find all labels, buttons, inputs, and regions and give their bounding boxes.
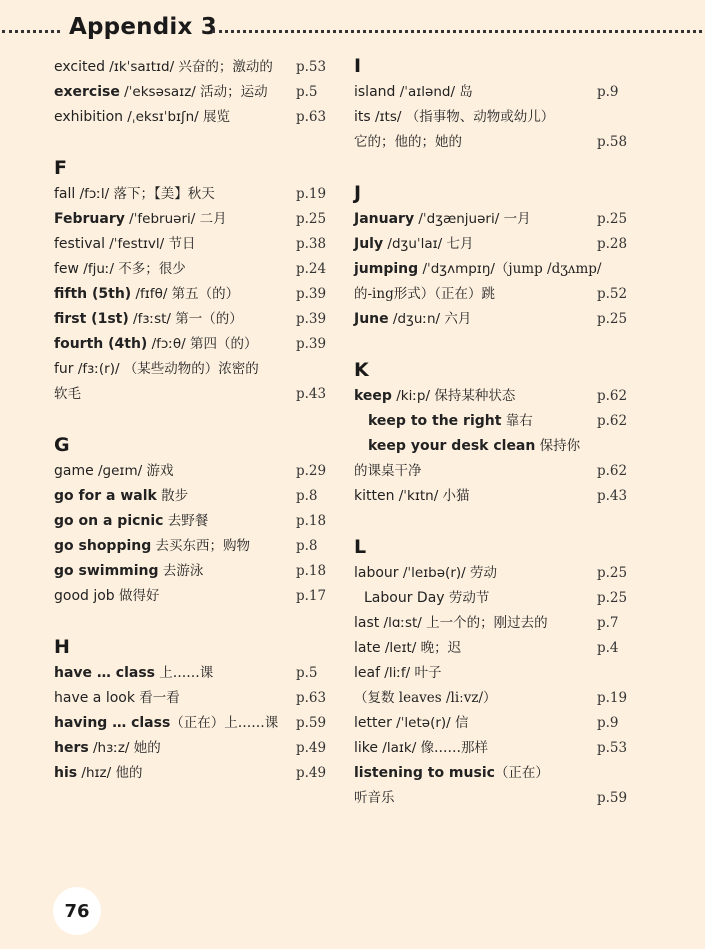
entry-text <box>354 80 597 105</box>
glossary-entry <box>54 232 326 257</box>
entry-meaning: 兴奋的；激动的 <box>174 59 273 75</box>
section-j <box>354 182 627 332</box>
entry-text <box>54 332 296 357</box>
glossary-entry <box>354 686 627 711</box>
entry-pronunciation: /ɪkˈsaɪtɪd/ <box>104 59 175 75</box>
entry-page-ref: p.39 <box>296 336 327 352</box>
entry-word: go shopping <box>54 538 152 554</box>
entry-text <box>54 736 296 761</box>
glossary-entry <box>54 711 326 736</box>
section-letter: J <box>354 182 362 204</box>
entry-meaning: （指事物、动物或幼儿） <box>401 109 555 125</box>
glossary-entry <box>54 509 326 534</box>
entry-page-ref: p.63 <box>296 690 327 706</box>
right-column <box>354 55 627 838</box>
glossary-entry <box>354 207 627 232</box>
glossary-entry <box>354 409 627 434</box>
entry-meaning: 六月 <box>440 311 472 327</box>
entry-meaning: 小猫 <box>438 488 470 504</box>
entry-text <box>354 130 597 155</box>
entry-page-ref: p.49 <box>296 740 327 756</box>
section-letter: L <box>354 536 367 558</box>
entry-text <box>354 786 597 811</box>
entry-meaning: 他的 <box>111 765 143 781</box>
entry-meaning: 散步 <box>156 488 189 504</box>
entry-text <box>354 736 597 761</box>
entry-text <box>54 207 296 232</box>
section-k <box>354 359 627 509</box>
section-e <box>54 55 326 130</box>
entry-pronunciation: /fɪfθ/ <box>131 286 168 302</box>
glossary-entry <box>354 384 627 409</box>
entry-page-ref: p.59 <box>597 790 628 806</box>
entry-text <box>354 636 597 661</box>
entry-meaning: 保持你 <box>535 438 581 454</box>
entry-word: festival <box>54 236 105 252</box>
entry-page-ref: p.43 <box>296 386 327 402</box>
entry-meaning: 第五（的） <box>167 286 240 302</box>
entry-word: good job <box>54 588 115 604</box>
entry-meaning: 信 <box>450 715 469 731</box>
entry-meaning: 靠右 <box>501 413 533 429</box>
entry-text <box>354 409 597 434</box>
glossary-entry <box>54 307 326 332</box>
entry-page-ref: p.28 <box>597 236 628 252</box>
entry-pronunciation: /fɜː(r)/ <box>73 361 120 377</box>
entry-text <box>354 459 597 484</box>
glossary-entry <box>54 736 326 761</box>
dotted-rule-left <box>2 30 60 33</box>
entry-text <box>354 384 597 409</box>
glossary-entry <box>354 434 627 459</box>
glossary-entry <box>354 307 627 332</box>
section-f <box>54 157 326 407</box>
entry-pronunciation: /dʒuːn/ <box>388 311 441 327</box>
entry-meaning: 做得好 <box>114 588 160 604</box>
entry-pronunciation: /ɡeɪm/ <box>93 463 143 479</box>
entry-text <box>54 484 296 509</box>
entry-page-ref: p.4 <box>597 640 619 656</box>
entry-pronunciation: /ˈfestɪvl/ <box>104 236 165 252</box>
entry-page-ref: p.29 <box>296 463 327 479</box>
entry-text <box>54 559 296 584</box>
entry-pronunciation: /ˈeksəsaɪz/ <box>119 84 196 100</box>
entry-meaning: 一月 <box>499 211 531 227</box>
entry-meaning: （jump /dʒʌmp/ <box>494 261 602 277</box>
entry-text <box>354 561 597 586</box>
entry-pronunciation: /ˈaɪlənd/ <box>395 84 455 100</box>
glossary-entry <box>354 232 627 257</box>
entry-text <box>354 711 597 736</box>
entry-word: exercise <box>54 84 120 100</box>
entry-text <box>54 686 296 711</box>
entry-meaning: 落下；【美】秋天 <box>109 186 215 202</box>
entry-meaning: 的课桌干净 <box>354 463 422 479</box>
entry-text <box>354 611 597 636</box>
entry-text <box>54 509 296 534</box>
entry-word: fourth (4th) <box>54 336 148 352</box>
entry-text <box>54 105 296 130</box>
entry-pronunciation: /ˈdʒʌmpɪŋ/ <box>418 261 495 277</box>
glossary-entry <box>54 761 326 786</box>
entry-page-ref: p.53 <box>597 740 628 756</box>
glossary-entry <box>354 611 627 636</box>
entry-word: excited <box>54 59 105 75</box>
entry-word: hers <box>54 740 89 756</box>
entry-pronunciation: /fɔːl/ <box>75 186 110 202</box>
entry-text <box>54 711 296 736</box>
entry-page-ref: p.25 <box>296 211 327 227</box>
entry-meaning: 七月 <box>442 236 474 252</box>
entry-pronunciation: /fjuː/ <box>79 261 114 277</box>
entry-meaning: 的-ing形式）（正在）跳 <box>354 286 495 302</box>
entry-text <box>354 282 597 307</box>
entry-word: exhibition <box>54 109 124 125</box>
entry-word: leaf <box>354 665 381 681</box>
entry-meaning: 节日 <box>164 236 196 252</box>
entry-page-ref: p.18 <box>296 513 327 529</box>
glossary-entry <box>54 382 326 407</box>
glossary-entry <box>54 105 326 130</box>
entry-page-ref: p.62 <box>597 413 628 429</box>
entry-meaning: 看一看 <box>134 690 180 706</box>
entry-meaning: 第一（的） <box>170 311 243 327</box>
glossary-entry <box>354 105 627 130</box>
entry-meaning: 叶子 <box>410 665 442 681</box>
section-letter: F <box>54 157 67 179</box>
section-letter: K <box>354 359 369 381</box>
section-l <box>354 536 627 811</box>
entry-page-ref: p.38 <box>296 236 327 252</box>
entry-page-ref: p.9 <box>597 715 619 731</box>
entry-page-ref: p.17 <box>296 588 327 604</box>
left-column <box>54 55 326 813</box>
entry-page-ref: p.53 <box>296 59 327 75</box>
entry-word: kitten <box>354 488 395 504</box>
entry-word: letter <box>354 715 392 731</box>
section-letter: G <box>54 434 70 456</box>
entry-text <box>354 307 597 332</box>
entry-meaning: 劳动 <box>465 565 497 581</box>
entry-meaning: 上……课 <box>155 665 214 681</box>
glossary-entry <box>354 661 627 686</box>
entry-text <box>354 232 597 257</box>
section-g <box>54 434 326 609</box>
entry-text <box>54 257 296 282</box>
entry-page-ref: p.52 <box>597 286 628 302</box>
section-h <box>54 636 326 786</box>
entry-pronunciation: /fɔːθ/ <box>147 336 186 352</box>
entry-text <box>54 307 296 332</box>
glossary-entry <box>354 257 627 282</box>
entry-meaning: 不多；很少 <box>114 261 186 277</box>
glossary-entry <box>54 357 326 382</box>
glossary-entry <box>354 80 627 105</box>
entry-text <box>54 382 296 407</box>
entry-pronunciation: /fɜːst/ <box>128 311 171 327</box>
entry-word: have a look <box>54 690 135 706</box>
entry-page-ref: p.5 <box>296 84 318 100</box>
entry-word: keep <box>354 388 392 404</box>
entry-page-ref: p.25 <box>597 311 628 327</box>
entry-pronunciation: /ɪts/ <box>370 109 402 125</box>
entry-meaning: 去买东西；购物 <box>151 538 251 554</box>
glossary-entry <box>54 459 326 484</box>
glossary-entry <box>354 282 627 307</box>
entry-text <box>54 182 296 207</box>
glossary-entry <box>54 80 326 105</box>
entry-text <box>354 661 597 686</box>
entry-word: June <box>354 311 389 327</box>
entry-page-ref: p.39 <box>296 286 327 302</box>
glossary-entry <box>354 636 627 661</box>
entry-pronunciation: /ˈleɪbə(r)/ <box>398 565 466 581</box>
entry-page-ref: p.25 <box>597 590 628 606</box>
entry-meaning: 像……那样 <box>416 740 489 756</box>
entry-page-ref: p.8 <box>296 488 318 504</box>
glossary-entry <box>54 559 326 584</box>
entry-page-ref: p.63 <box>296 109 327 125</box>
entry-word: February <box>54 211 125 227</box>
entry-text <box>354 105 597 130</box>
entry-meaning: 去游泳 <box>158 563 204 579</box>
entry-pronunciation: /ˌeksɪˈbɪʃn/ <box>123 109 199 125</box>
glossary-entry <box>354 736 627 761</box>
glossary-entry <box>54 661 326 686</box>
glossary-entry <box>354 786 627 811</box>
entry-text <box>54 661 296 686</box>
entry-text <box>354 257 601 282</box>
entry-text <box>54 459 296 484</box>
entry-meaning: （某些动物的）浓密的 <box>119 361 259 377</box>
entry-pronunciation: /laɪk/ <box>378 740 417 756</box>
entry-word: fifth (5th) <box>54 286 132 302</box>
dotted-rule-right <box>212 30 702 33</box>
entry-page-ref: p.7 <box>597 615 619 631</box>
entry-meaning: 劳动节 <box>444 590 490 606</box>
glossary-entry <box>54 207 326 232</box>
entry-pronunciation: /dʒuˈlaɪ/ <box>383 236 443 252</box>
entry-word: go for a walk <box>54 488 157 504</box>
entry-page-ref: p.8 <box>296 538 318 554</box>
glossary-entry <box>54 534 326 559</box>
entry-page-ref: p.43 <box>597 488 628 504</box>
entry-meaning: 展览 <box>198 109 230 125</box>
entry-word: July <box>354 236 384 252</box>
glossary-entry <box>354 761 627 786</box>
entry-pronunciation: /ˈkɪtn/ <box>394 488 439 504</box>
entry-text <box>54 282 296 307</box>
entry-pronunciation: /liːf/ <box>380 665 411 681</box>
glossary-entry <box>54 182 326 207</box>
entry-word: fall <box>54 186 76 202</box>
entry-text <box>54 534 296 559</box>
section-letter: I <box>354 55 362 77</box>
entry-meaning: 岛 <box>455 84 473 100</box>
glossary-entry <box>354 130 627 155</box>
entry-meaning: 保持某种状态 <box>430 388 516 404</box>
entry-page-ref: p.62 <box>597 463 628 479</box>
entry-word: listening to music <box>354 765 495 781</box>
entry-meaning: 她的 <box>129 740 161 756</box>
entry-pronunciation: /ˈfebruəri/ <box>124 211 196 227</box>
entry-text <box>354 686 597 711</box>
entry-word: his <box>54 765 78 781</box>
entry-word: few <box>54 261 79 277</box>
page-number: 76 <box>53 887 101 935</box>
glossary-entry <box>54 332 326 357</box>
glossary-entry <box>54 584 326 609</box>
glossary-entry <box>354 459 627 484</box>
entry-text <box>354 484 597 509</box>
entry-page-ref: p.9 <box>597 84 619 100</box>
entry-text <box>54 761 296 786</box>
entry-pronunciation: /lɑːst/ <box>379 615 422 631</box>
entry-page-ref: p.18 <box>296 563 327 579</box>
entry-word: Labour Day <box>364 590 445 606</box>
glossary-entry <box>354 711 627 736</box>
entry-page-ref: p.49 <box>296 765 327 781</box>
entry-meaning: 听音乐 <box>354 790 395 806</box>
entry-page-ref: p.24 <box>296 261 327 277</box>
entry-word: go swimming <box>54 563 159 579</box>
entry-pronunciation: /ˈletə(r)/ <box>391 715 451 731</box>
entry-meaning: 上一个的；刚过去的 <box>421 615 548 631</box>
entry-pronunciation: /kiːp/ <box>391 388 431 404</box>
glossary-entry <box>54 55 326 80</box>
entry-page-ref: p.39 <box>296 311 327 327</box>
glossary-entry <box>354 484 627 509</box>
glossary-entry <box>354 561 627 586</box>
entry-word: jumping <box>354 261 419 277</box>
entry-meaning: 它的；他的；她的 <box>354 134 462 150</box>
entry-page-ref: p.62 <box>597 388 628 404</box>
entry-text <box>54 80 296 105</box>
entry-word: late <box>354 640 381 656</box>
entry-page-ref: p.25 <box>597 211 628 227</box>
entry-word: first (1st) <box>54 311 129 327</box>
glossary-entry <box>54 257 326 282</box>
entry-word: keep your desk clean <box>368 438 536 454</box>
entry-text <box>54 232 296 257</box>
entry-text <box>354 434 597 459</box>
entry-page-ref: p.19 <box>597 690 628 706</box>
entry-meaning: 去野餐 <box>163 513 209 529</box>
entry-word: last <box>354 615 380 631</box>
entry-page-ref: p.59 <box>296 715 327 731</box>
entry-word: January <box>354 211 415 227</box>
entry-word: have … class <box>54 665 155 681</box>
section-letter: H <box>54 636 70 658</box>
entry-text <box>54 584 296 609</box>
entry-pronunciation: /leɪt/ <box>380 640 417 656</box>
entry-page-ref: p.19 <box>296 186 327 202</box>
entry-meaning: 晚；迟 <box>416 640 462 656</box>
entry-word: having … class <box>54 715 171 731</box>
entry-word: game <box>54 463 94 479</box>
glossary-entry <box>54 686 326 711</box>
glossary-entry <box>54 484 326 509</box>
entry-meaning: （正在） <box>494 765 549 781</box>
entry-pronunciation: /ˈdʒænjuəri/ <box>414 211 500 227</box>
entry-text <box>54 357 296 382</box>
entry-pronunciation: /hɪz/ <box>77 765 112 781</box>
entry-meaning: 二月 <box>195 211 227 227</box>
entry-meaning: 软毛 <box>54 386 81 402</box>
entry-text <box>54 55 296 80</box>
entry-word: island <box>354 84 396 100</box>
entry-word: like <box>354 740 379 756</box>
entry-page-ref: p.58 <box>597 134 628 150</box>
entry-meaning: 第四（的） <box>185 336 258 352</box>
entry-pronunciation: /hɜːz/ <box>88 740 130 756</box>
page-title: Appendix 3 <box>69 14 217 40</box>
entry-page-ref: p.5 <box>296 665 318 681</box>
entry-meaning: 活动；运动 <box>195 84 268 100</box>
glossary-entry <box>354 586 627 611</box>
entry-text <box>354 207 597 232</box>
entry-word: keep to the right <box>368 413 502 429</box>
entry-word: go on a picnic <box>54 513 164 529</box>
entry-meaning: （正在）上……课 <box>170 715 279 731</box>
entry-meaning: 游戏 <box>142 463 174 479</box>
entry-text <box>354 586 597 611</box>
entry-word: fur <box>54 361 74 377</box>
section-i <box>354 55 627 155</box>
entry-page-ref: p.25 <box>597 565 628 581</box>
entry-meaning: （复数 leaves /liːvz/） <box>354 690 497 706</box>
appendix-header <box>0 10 705 50</box>
entry-text <box>354 761 597 786</box>
entry-word: labour <box>354 565 399 581</box>
glossary-entry <box>54 282 326 307</box>
entry-word: its <box>354 109 371 125</box>
